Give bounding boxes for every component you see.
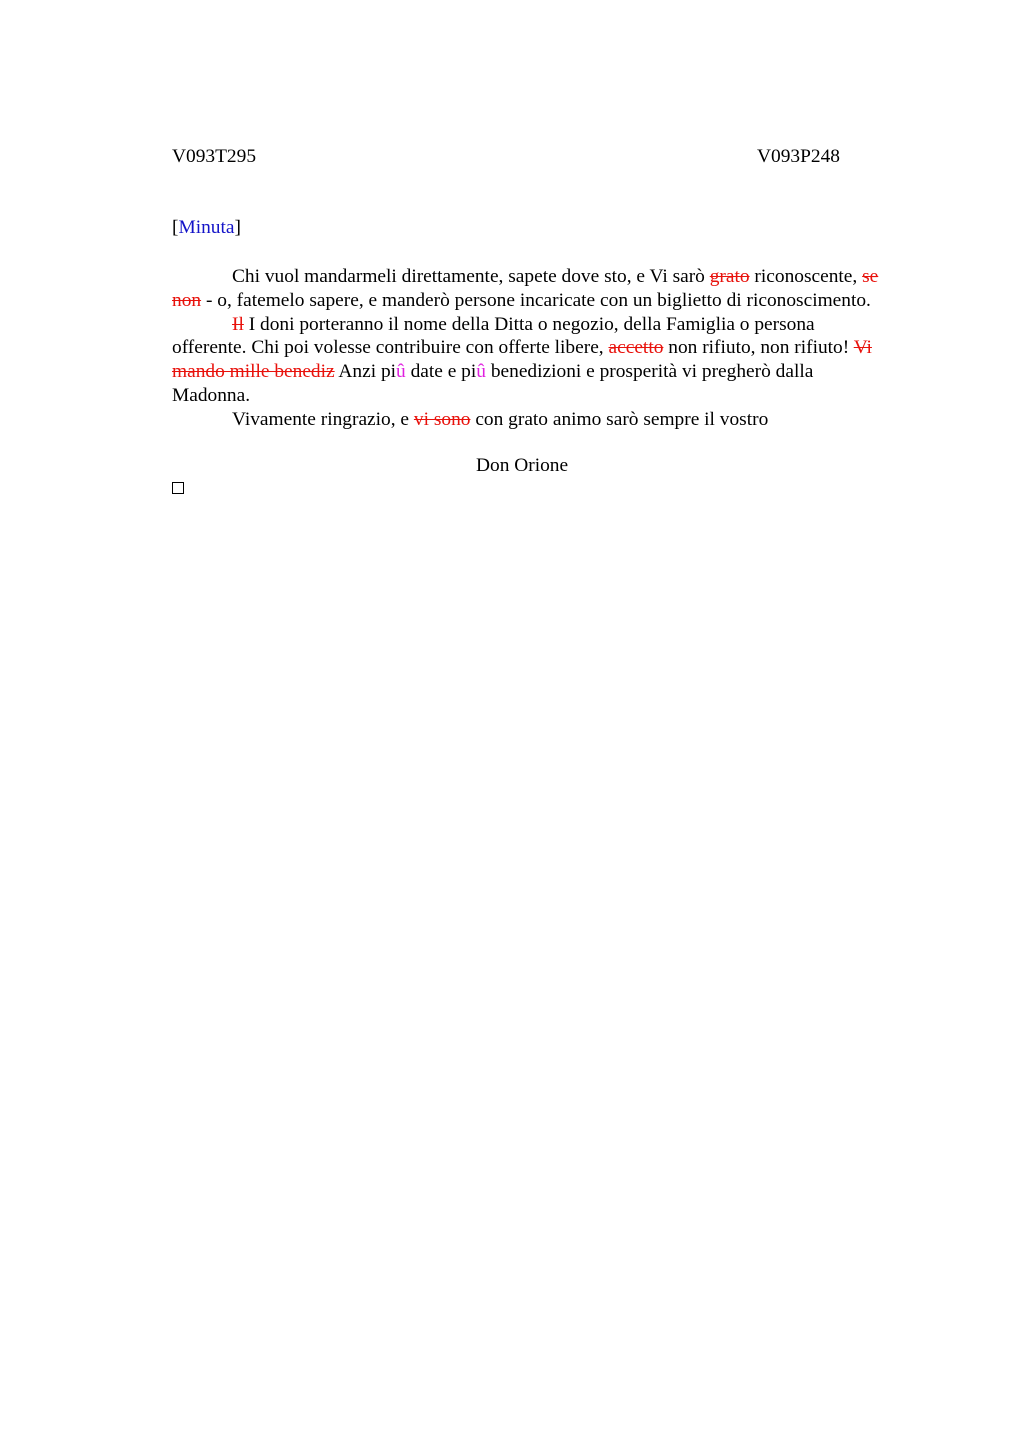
paragraph-3	[172, 408, 932, 432]
text-segment: Chi vuol mandarmeli direttamente, sapete dove sto, e Vi sarò	[232, 266, 710, 287]
end-marker-box	[172, 482, 184, 494]
deleted-text: non	[172, 289, 202, 311]
paragraph-2-line-2	[172, 336, 932, 360]
paragraph-3-line-1	[172, 408, 932, 432]
paragraph-2-line-4	[172, 384, 932, 408]
deleted-text: vi sono	[413, 408, 471, 430]
text-segment: riconoscente,	[749, 266, 863, 287]
close-bracket: ]	[234, 217, 241, 238]
minuta-text: Minuta	[178, 217, 235, 238]
letter-body	[172, 265, 932, 432]
paragraph-1	[172, 265, 932, 313]
open-bracket: [	[172, 217, 179, 238]
text-segment: Anzi pi	[334, 361, 397, 383]
paragraph-1-line-1	[172, 265, 932, 289]
deleted-text: accetto	[608, 337, 664, 359]
paragraph-2-line-3	[172, 360, 932, 384]
accented-char: û	[476, 361, 486, 383]
accented-char: û	[396, 361, 406, 383]
text-segment: benedizioni e prosperità vi pregherò dalla	[485, 361, 814, 383]
text-segment: offerente. Chi poi volesse contribuire con offerte libere,	[172, 337, 609, 359]
text-segment: con grato animo sarò sempre il vostro	[470, 408, 769, 430]
text-segment: Madonna.	[172, 384, 251, 406]
deleted-text: Vi	[853, 337, 872, 359]
paragraph-2-line-1	[172, 313, 932, 337]
text-segment: I doni porteranno il nome della Ditta o negozio, della Famiglia o persona	[243, 313, 815, 335]
paragraph-1-line-2	[172, 289, 932, 313]
paragraph-2	[172, 313, 932, 408]
document-code-right: V093P248	[757, 146, 840, 167]
deleted-text: se	[862, 266, 879, 287]
text-segment: - o, fatemelo sapere, e manderò persone incaricate con un biglietto di riconoscimento.	[201, 289, 871, 311]
document-code-left: V093T295	[172, 146, 257, 167]
text-segment: date e pi	[405, 361, 477, 383]
deleted-text: Il	[232, 313, 244, 335]
deleted-text: grato	[709, 266, 750, 287]
text-segment: non rifiuto, non rifiuto!	[663, 337, 854, 359]
signature: Don Orione	[476, 455, 569, 476]
minuta-label	[172, 217, 241, 239]
deleted-text: mando mille benediz	[172, 361, 335, 383]
text-segment: Vivamente ringrazio, e	[232, 408, 414, 430]
